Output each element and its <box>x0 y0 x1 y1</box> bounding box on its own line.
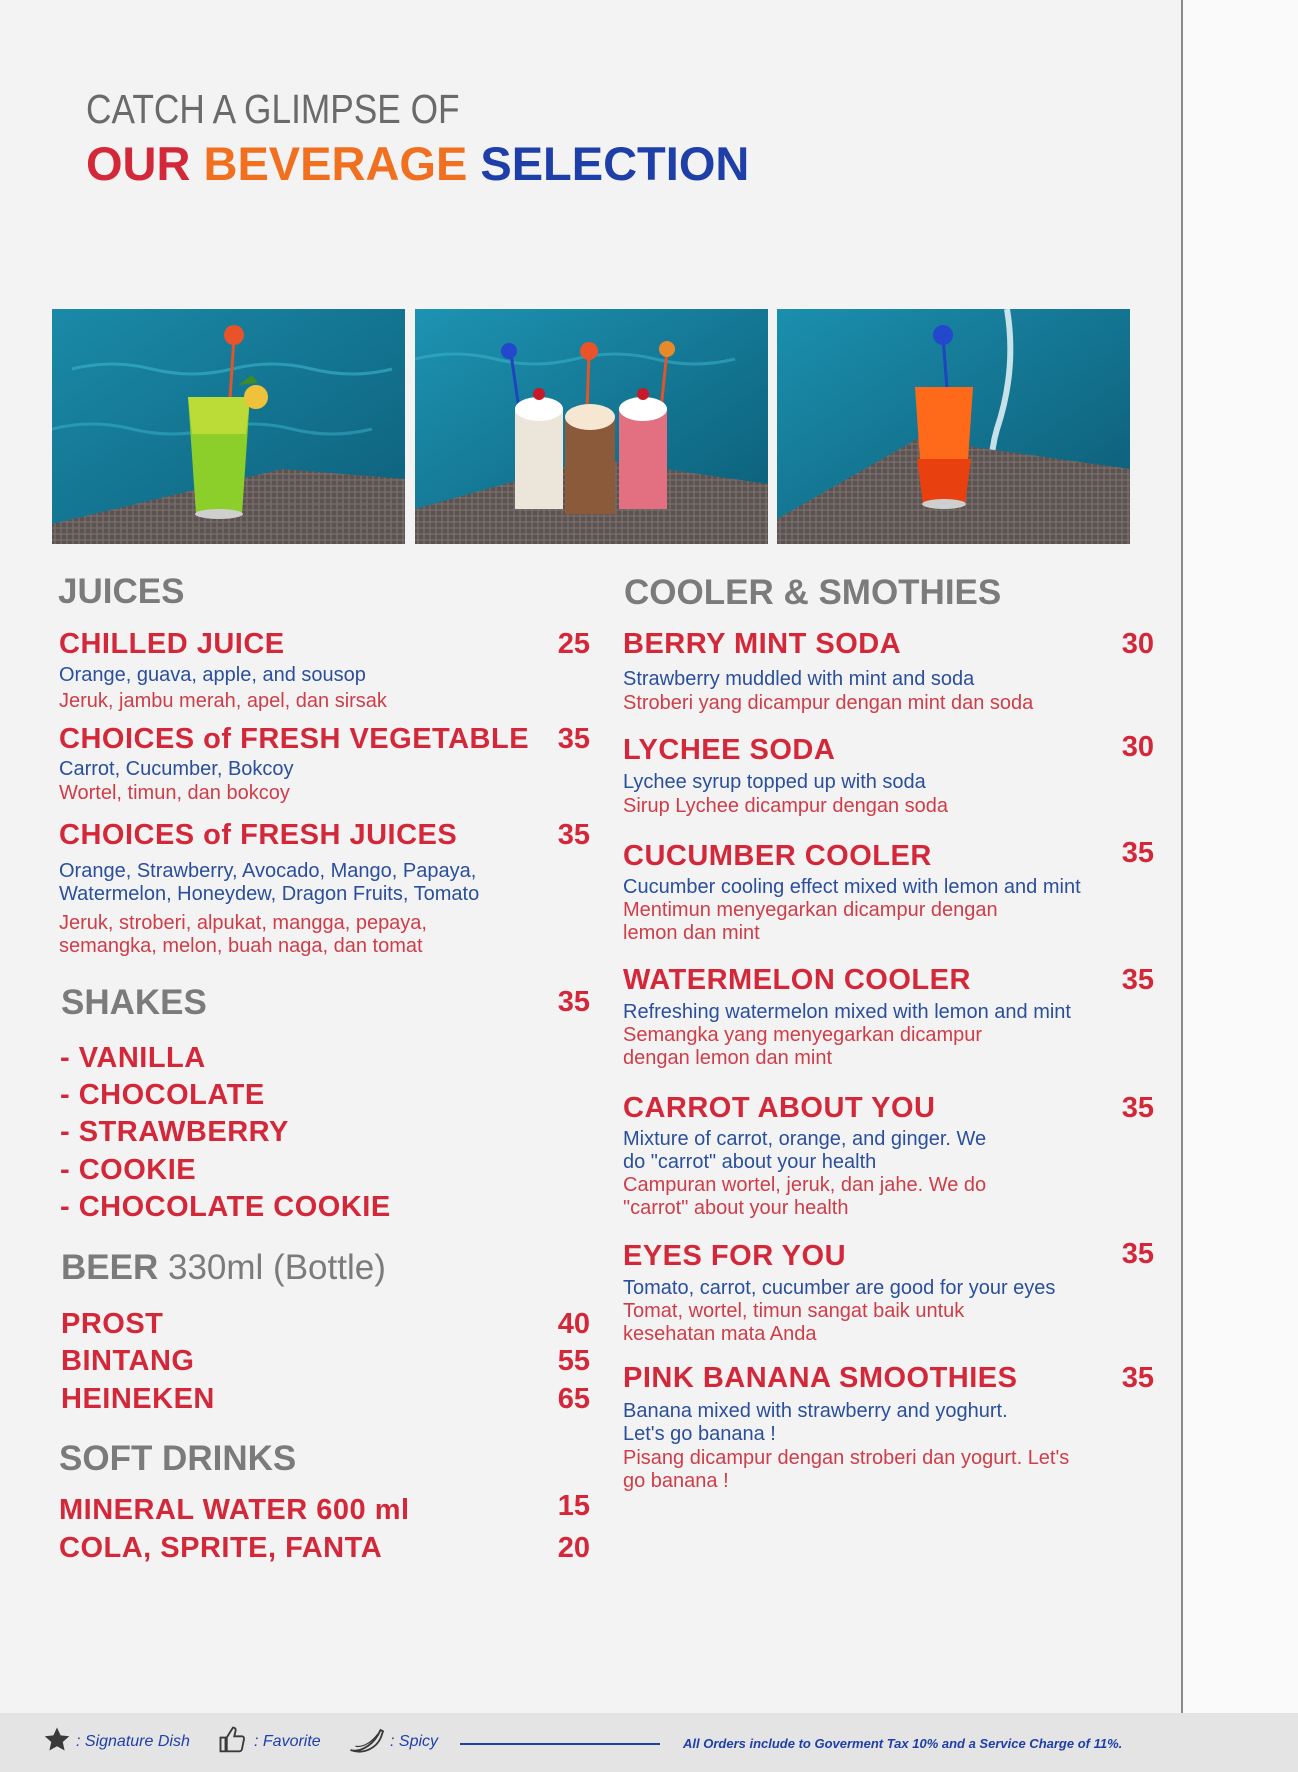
item-name: EYES FOR YOU <box>623 1240 847 1272</box>
item-price: 35 <box>557 723 590 755</box>
item-desc-en: Cucumber cooling effect mixed with lemon and mint <box>623 876 1081 898</box>
footer-divider <box>460 1743 660 1745</box>
item-desc-en: Carrot, Cucumber, Bokcoy <box>59 758 294 780</box>
item-desc-id: Pisang dicampur dengan stroberi dan yogurt. Let's go banana ! <box>623 1447 1070 1492</box>
item-desc-en: Refreshing watermelon mixed with lemon and mint <box>623 1001 1071 1023</box>
item-price: 35 <box>1121 837 1154 869</box>
item-desc-id: Jeruk, jambu merah, apel, dan sirsak <box>59 690 387 712</box>
shake-item: - COOKIE <box>60 1154 197 1186</box>
photo-orange-cooler <box>777 309 1130 544</box>
section-title-soft-drinks: SOFT DRINKS <box>59 1439 297 1478</box>
page-right-margin <box>1183 0 1298 1772</box>
shakes-price: 35 <box>557 986 590 1018</box>
item-price: 35 <box>1121 964 1154 996</box>
item-price: 55 <box>557 1345 590 1377</box>
section-title-juices: JUICES <box>58 572 185 611</box>
item-desc-id: Tomat, wortel, timun sangat baik untuk kesehatan mata Anda <box>623 1300 965 1345</box>
item-name: CHILLED JUICE <box>59 628 285 660</box>
item-price: 20 <box>557 1532 590 1564</box>
item-desc-id: Stroberi yang dicampur dengan mint dan soda <box>623 692 1034 714</box>
item-price: 30 <box>1121 628 1154 660</box>
section-title-beer <box>61 1248 386 1288</box>
legend-favorite: : Favorite <box>254 1733 321 1750</box>
item-price: 30 <box>1121 731 1154 763</box>
item-desc-en: Mixture of carrot, orange, and ginger. We do "carrot" about your health <box>623 1128 987 1173</box>
item-desc-id: Mentimun menyegarkan dicampur dengan lemon dan mint <box>623 899 998 944</box>
shake-item: - CHOCOLATE <box>60 1079 265 1111</box>
star-icon <box>42 1725 72 1760</box>
item-desc-id: Semangka yang menyegarkan dicampur dengan lemon dan mint <box>623 1024 983 1069</box>
shake-item: - VANILLA <box>60 1042 206 1074</box>
item-name: COLA, SPRITE, FANTA <box>59 1532 383 1564</box>
item-name: MINERAL WATER 600 ml <box>59 1494 410 1526</box>
item-desc-id: Wortel, timun, dan bokcoy <box>59 782 290 804</box>
item-name: HEINEKEN <box>61 1383 215 1415</box>
photo-green-juice <box>52 309 405 544</box>
header-subtitle: CATCH A GLIMPSE OF <box>86 86 460 132</box>
item-price: 35 <box>1121 1238 1154 1270</box>
thumbs-up-icon <box>218 1725 248 1760</box>
footer-tax-note: All Orders include to Goverment Tax 10% and a Service Charge of 11%. <box>683 1736 1123 1751</box>
item-desc-id: Sirup Lychee dicampur dengan soda <box>623 795 949 817</box>
item-name: BINTANG <box>61 1345 195 1377</box>
item-desc-en: Lychee syrup topped up with soda <box>623 771 926 793</box>
item-desc-en: Banana mixed with strawberry and yoghurt. Let's go banana ! <box>623 1400 1008 1445</box>
page-right-rule <box>1181 0 1183 1772</box>
header-title-word-2: BEVERAGE <box>203 137 468 190</box>
chili-icon <box>348 1725 388 1760</box>
item-desc-en: Tomato, carrot, cucumber are good for your eyes <box>623 1277 1056 1299</box>
header-title-word-3: SELECTION <box>480 137 750 190</box>
section-title-shakes: SHAKES <box>61 983 207 1022</box>
item-name: PINK BANANA SMOOTHIES <box>623 1362 1018 1394</box>
item-price: 25 <box>557 628 590 660</box>
item-name: BERRY MINT SODA <box>623 628 902 660</box>
beer-title: BEER <box>61 1248 159 1287</box>
item-desc-en: Strawberry muddled with mint and soda <box>623 668 975 690</box>
item-desc-id: Jeruk, stroberi, alpukat, mangga, pepaya, semangka, melon, buah naga, dan tomat <box>59 912 427 957</box>
item-name: WATERMELON COOLER <box>623 964 971 996</box>
shake-item: - STRAWBERRY <box>60 1116 289 1148</box>
header-title <box>86 136 749 191</box>
legend-signature: : Signature Dish <box>76 1733 190 1750</box>
item-price: 35 <box>1121 1092 1154 1124</box>
shake-item: - CHOCOLATE COOKIE <box>60 1191 391 1223</box>
item-name: CARROT ABOUT YOU <box>623 1092 936 1124</box>
item-price: 35 <box>557 819 590 851</box>
item-desc-id: Campuran wortel, jeruk, dan jahe. We do "carrot" about your health <box>623 1174 987 1219</box>
item-price: 35 <box>1121 1362 1154 1394</box>
item-price: 40 <box>557 1308 590 1340</box>
header-title-word-1: OUR <box>86 137 191 190</box>
beer-subtitle: 330ml (Bottle) <box>167 1248 386 1287</box>
legend-spicy: : Spicy <box>390 1733 439 1750</box>
photo-milkshakes <box>415 309 768 544</box>
item-name: PROST <box>61 1308 164 1340</box>
item-name: CHOICES of FRESH VEGETABLE <box>59 723 530 755</box>
item-name: CHOICES of FRESH JUICES <box>59 819 458 851</box>
item-price: 65 <box>557 1383 590 1415</box>
item-desc-en: Orange, guava, apple, and sousop <box>59 664 366 686</box>
item-price: 15 <box>557 1490 590 1522</box>
item-name: CUCUMBER COOLER <box>623 840 932 872</box>
section-title-coolers: COOLER & SMOTHIES <box>624 573 1002 612</box>
item-desc-en: Orange, Strawberry, Avocado, Mango, Papaya, Watermelon, Honeydew, Dragon Fruits, Tomato <box>59 860 480 905</box>
item-name: LYCHEE SODA <box>623 734 836 766</box>
